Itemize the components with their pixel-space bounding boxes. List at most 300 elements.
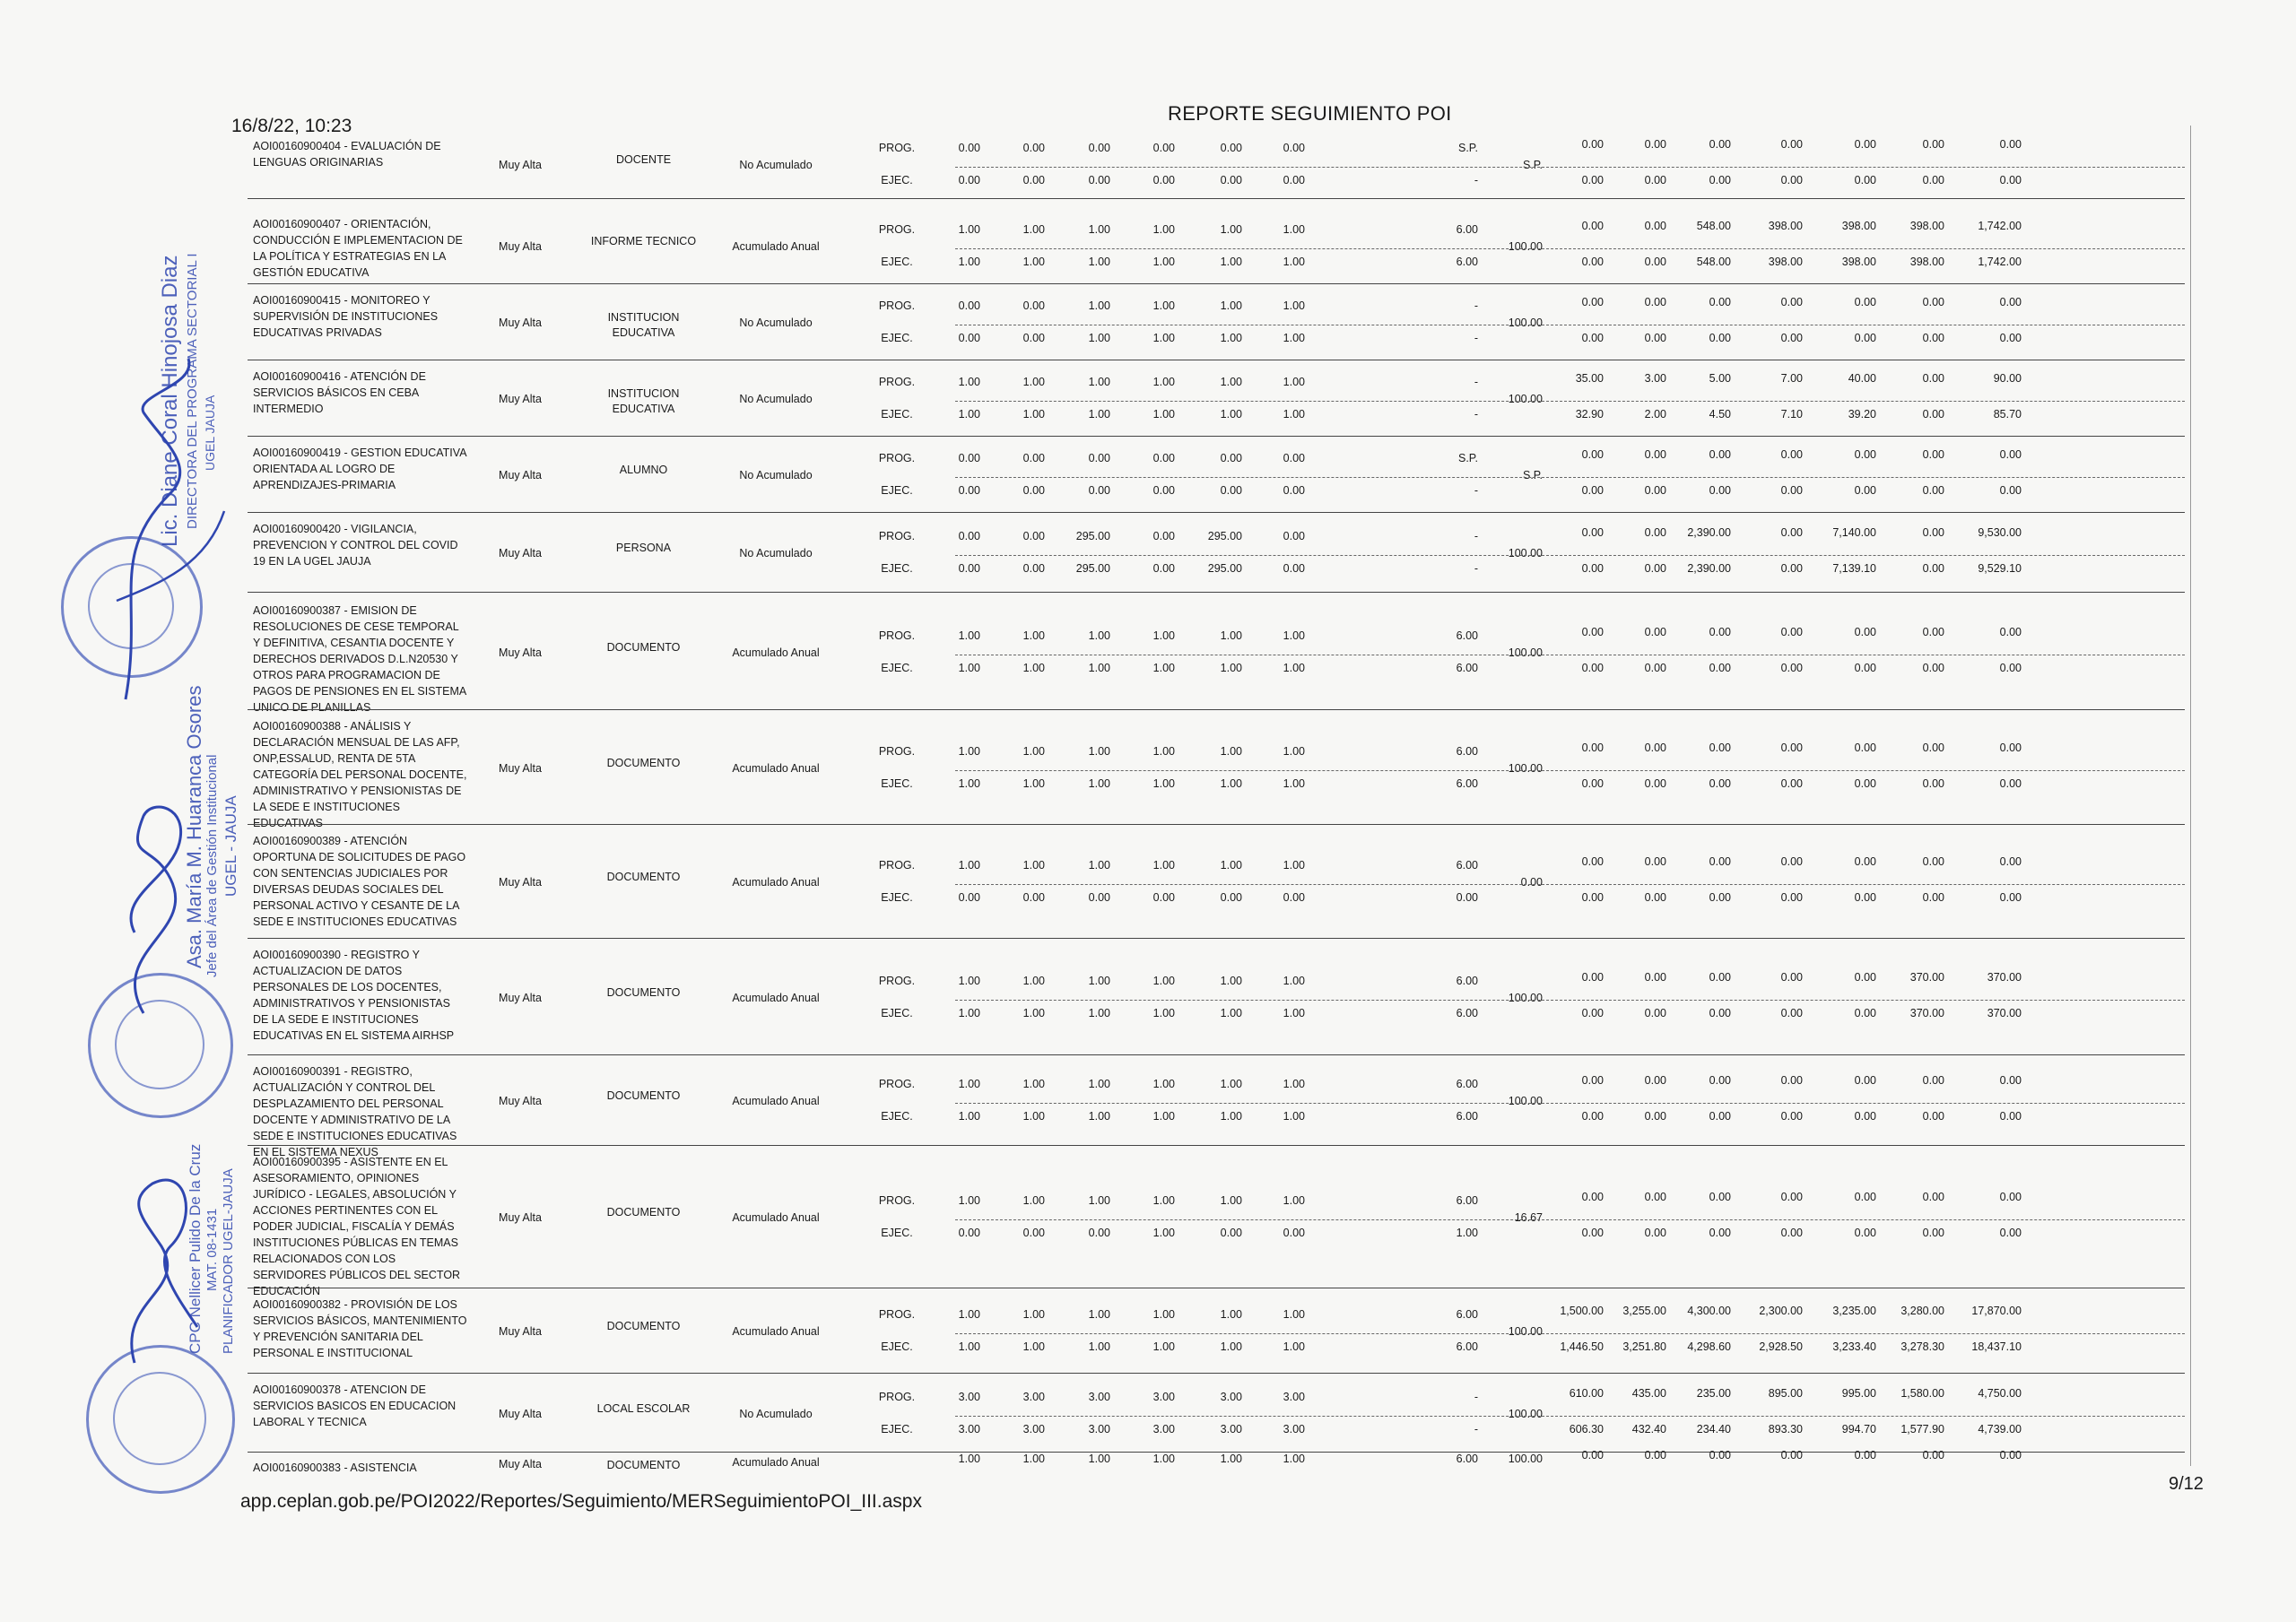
financial-ejec-value: 0.00 xyxy=(1854,891,1876,904)
financial-ejec-value: 0.00 xyxy=(1999,1110,2022,1123)
execution-percent: 100.00 xyxy=(1508,317,1543,329)
activity-name: AOI00160900383 - ASISTENCIA xyxy=(253,1462,417,1474)
measure-unit: DOCUMENTO xyxy=(606,986,681,999)
prog-label: PROG. xyxy=(878,299,916,312)
prog-value: 0.00 xyxy=(1022,530,1045,542)
prog-value: 0.00 xyxy=(1088,142,1110,154)
financial-ejec-value: 0.00 xyxy=(1854,777,1876,790)
financial-ejec-value: 0.00 xyxy=(1709,777,1731,790)
financial-prog-value: 0.00 xyxy=(1581,220,1604,232)
physical-total-ejec: 1.00 xyxy=(1456,1227,1478,1239)
ejec-value: 0.00 xyxy=(1022,1227,1045,1239)
row-divider-dashed xyxy=(955,248,2185,249)
financial-prog-value: 0.00 xyxy=(1709,626,1731,638)
financial-prog-value: 1,580.00 xyxy=(1900,1387,1944,1400)
financial-prog-value: 0.00 xyxy=(1922,1191,1944,1203)
financial-ejec-value: 0.00 xyxy=(1999,484,2022,497)
financial-ejec-value: 0.00 xyxy=(1999,777,2022,790)
prog-value: 0.00 xyxy=(1152,452,1175,464)
ejec-value: 0.00 xyxy=(958,1227,980,1239)
ejec-value: 0.00 xyxy=(1088,484,1110,497)
financial-ejec-value: 398.00 xyxy=(1909,256,1944,268)
priority: Muy Alta xyxy=(499,1458,542,1470)
financial-ejec-value: 3,233.40 xyxy=(1832,1340,1876,1353)
prog-value: 1.00 xyxy=(1152,1453,1175,1465)
table-row xyxy=(0,715,2296,829)
priority: Muy Alta xyxy=(499,469,542,481)
execution-percent: S.P. xyxy=(1522,469,1543,481)
prog-value: 1.00 xyxy=(1283,975,1305,987)
prog-value: 1.00 xyxy=(1283,859,1305,872)
prog-value: 1.00 xyxy=(1022,376,1045,388)
physical-total-prog: S.P. xyxy=(1457,452,1478,464)
physical-total-ejec: 6.00 xyxy=(1456,1007,1478,1019)
activity-name: AOI00160900419 - GESTION EDUCATIVA ORIENTADA AL LOGRO DE APRENDIZAJES-PRIMARIA xyxy=(253,447,466,491)
financial-ejec-value: 0.00 xyxy=(1922,1227,1944,1239)
financial-ejec-value: 370.00 xyxy=(1987,1007,2022,1019)
financial-prog-value: 4,750.00 xyxy=(1978,1387,2022,1400)
ejec-value: 1.00 xyxy=(1152,256,1175,268)
physical-total-ejec: - xyxy=(1474,174,1478,186)
stamp-seal-3-inner xyxy=(113,1372,206,1465)
priority: Muy Alta xyxy=(499,393,542,405)
row-divider-dashed xyxy=(955,167,2185,168)
accumulation-type: Acumulado Anual xyxy=(732,1211,820,1224)
ejec-value: 0.00 xyxy=(958,891,980,904)
financial-prog-value: 0.00 xyxy=(1709,448,1731,461)
prog-value: 1.00 xyxy=(1088,223,1110,236)
execution-percent: 100.00 xyxy=(1508,1408,1543,1420)
prog-value: 1.00 xyxy=(1088,859,1110,872)
prog-label: PROG. xyxy=(878,530,916,542)
financial-prog-value: 0.00 xyxy=(1644,1449,1666,1462)
ejec-value: 1.00 xyxy=(958,1340,980,1353)
measure-unit: INSTITUCION EDUCATIVA xyxy=(607,387,680,415)
ejec-label: EJEC. xyxy=(881,891,913,904)
financial-prog-value: 1,742.00 xyxy=(1978,220,2022,232)
report-title: REPORTE SEGUIMIENTO POI xyxy=(1168,102,1452,125)
activity-name: AOI00160900387 - EMISION DE RESOLUCIONES DE CESE TEMPORAL Y DEFINITIVA, CESANTIA DOCENTE Y DERECHOS DERIVADOS D.L.N20530 Y OTROS PARA PROGRAMACION DE PAGOS DE PENSIONES EN EL SISTEMA UNICO DE PLANILLAS xyxy=(253,604,466,714)
financial-ejec-value: 370.00 xyxy=(1909,1007,1944,1019)
ejec-value: 1.00 xyxy=(1088,1110,1110,1123)
prog-value: 1.00 xyxy=(1022,1453,1045,1465)
table-row xyxy=(0,365,2296,437)
financial-prog-value: 0.00 xyxy=(1854,742,1876,754)
ejec-value: 1.00 xyxy=(1283,1007,1305,1019)
financial-ejec-value: 0.00 xyxy=(1999,1227,2022,1239)
physical-total-prog: - xyxy=(1474,1391,1478,1403)
financial-prog-value: 0.00 xyxy=(1709,855,1731,868)
financial-prog-value: 0.00 xyxy=(1780,855,1803,868)
ejec-value: 1.00 xyxy=(1022,1007,1045,1019)
prog-value: 1.00 xyxy=(1088,1078,1110,1090)
prog-value: 1.00 xyxy=(958,1453,980,1465)
financial-ejec-value: 0.00 xyxy=(1709,1007,1731,1019)
row-separator xyxy=(248,512,2185,513)
row-separator xyxy=(248,1054,2185,1055)
prog-value: 0.00 xyxy=(1022,299,1045,312)
prog-label: PROG. xyxy=(878,745,916,758)
financial-prog-value: 0.00 xyxy=(1709,1191,1731,1203)
prog-value: 1.00 xyxy=(1283,1194,1305,1207)
financial-ejec-value: 0.00 xyxy=(1581,891,1604,904)
ejec-value: 1.00 xyxy=(1152,1007,1175,1019)
ejec-label: EJEC. xyxy=(881,256,913,268)
ejec-value: 1.00 xyxy=(1022,256,1045,268)
financial-ejec-value: 0.00 xyxy=(1644,662,1666,674)
financial-prog-value: 0.00 xyxy=(1581,742,1604,754)
financial-prog-value: 0.00 xyxy=(1854,1191,1876,1203)
table-row xyxy=(0,1378,2296,1453)
execution-percent: S.P. xyxy=(1522,159,1543,171)
ejec-value: 295.00 xyxy=(1075,562,1110,575)
financial-prog-value: 0.00 xyxy=(1644,448,1666,461)
physical-total-prog: S.P. xyxy=(1457,142,1478,154)
financial-ejec-value: 893.30 xyxy=(1768,1423,1803,1436)
physical-total-prog: - xyxy=(1474,530,1478,542)
signature-office-1: UGEL JAUJA xyxy=(203,395,217,471)
ejec-label: EJEC. xyxy=(881,1340,913,1353)
prog-value: 3.00 xyxy=(1088,1391,1110,1403)
measure-unit: DOCUMENTO xyxy=(606,1320,681,1332)
financial-ejec-value: 0.00 xyxy=(1780,174,1803,186)
financial-prog-value: 3,280.00 xyxy=(1900,1305,1944,1317)
financial-ejec-value: 0.00 xyxy=(1922,484,1944,497)
ejec-value: 0.00 xyxy=(1283,562,1305,575)
prog-value: 1.00 xyxy=(958,745,980,758)
prog-value: 1.00 xyxy=(1152,629,1175,642)
prog-value: 1.00 xyxy=(958,859,980,872)
ejec-value: 1.00 xyxy=(1088,408,1110,421)
ejec-value: 1.00 xyxy=(1220,1340,1242,1353)
financial-prog-value: 0.00 xyxy=(1854,855,1876,868)
accumulation-type: Acumulado Anual xyxy=(732,1095,820,1107)
priority: Muy Alta xyxy=(499,1408,542,1420)
physical-total-ejec: - xyxy=(1474,484,1478,497)
prog-label: PROG. xyxy=(878,1391,916,1403)
financial-prog-value: 0.00 xyxy=(1922,138,1944,151)
prog-value: 0.00 xyxy=(958,530,980,542)
financial-prog-value: 0.00 xyxy=(1922,1074,1944,1087)
financial-prog-value: 0.00 xyxy=(1581,448,1604,461)
physical-total-ejec: 6.00 xyxy=(1456,1340,1478,1353)
row-divider-dashed xyxy=(955,884,2185,885)
financial-ejec-value: 0.00 xyxy=(1581,1227,1604,1239)
ejec-value: 1.00 xyxy=(1088,1007,1110,1019)
activity-name: AOI00160900407 - ORIENTACIÓN, CONDUCCIÓN E IMPLEMENTACION DE LA POLÍTICA Y ESTRATEGIAS EN LA GESTIÓN EDUCATIVA xyxy=(253,218,463,279)
row-separator xyxy=(248,436,2185,437)
table-row xyxy=(0,943,2296,1055)
prog-value: 0.00 xyxy=(1022,142,1045,154)
ejec-value: 1.00 xyxy=(1022,777,1045,790)
financial-prog-value: 398.00 xyxy=(1909,220,1944,232)
activity-name: AOI00160900378 - ATENCION DE SERVICIOS BASICOS EN EDUCACION LABORAL Y TECNICA xyxy=(253,1383,457,1428)
financial-ejec-value: 0.00 xyxy=(1644,1007,1666,1019)
financial-ejec-value: 0.00 xyxy=(1644,1110,1666,1123)
physical-total-prog: 6.00 xyxy=(1456,223,1478,236)
prog-label: PROG. xyxy=(878,859,916,872)
ejec-label: EJEC. xyxy=(881,1423,913,1436)
financial-prog-value: 0.00 xyxy=(1709,1449,1731,1462)
prog-value: 3.00 xyxy=(1283,1391,1305,1403)
activity-name: AOI00160900415 - MONITOREO Y SUPERVISIÓN DE INSTITUCIONES EDUCATIVAS PRIVADAS xyxy=(253,294,439,339)
financial-ejec-value: 0.00 xyxy=(1922,408,1944,421)
table-row xyxy=(0,829,2296,939)
prog-value: 1.00 xyxy=(1283,745,1305,758)
ejec-label: EJEC. xyxy=(881,562,913,575)
prog-value: 1.00 xyxy=(1022,1078,1045,1090)
financial-prog-value: 0.00 xyxy=(1581,1074,1604,1087)
table-row xyxy=(0,441,2296,513)
financial-ejec-value: 4,739.00 xyxy=(1978,1423,2022,1436)
financial-ejec-value: 2.00 xyxy=(1644,408,1666,421)
table-row xyxy=(0,1060,2296,1158)
financial-ejec-value: 85.70 xyxy=(1993,408,2022,421)
financial-ejec-value: 0.00 xyxy=(1922,777,1944,790)
ejec-value: 0.00 xyxy=(1022,891,1045,904)
financial-prog-value: 0.00 xyxy=(1581,971,1604,984)
ejec-value: 0.00 xyxy=(1283,174,1305,186)
financial-ejec-value: 7.10 xyxy=(1780,408,1803,421)
prog-label: PROG. xyxy=(878,142,916,154)
ejec-value: 0.00 xyxy=(1152,891,1175,904)
financial-prog-value: 0.00 xyxy=(1644,296,1666,308)
prog-value: 1.00 xyxy=(1220,1453,1242,1465)
financial-prog-value: 995.00 xyxy=(1841,1387,1876,1400)
measure-unit: DOCUMENTO xyxy=(606,1206,681,1219)
row-divider-dashed xyxy=(955,770,2185,771)
activity-name: AOI00160900391 - REGISTRO, ACTUALIZACIÓN Y CONTROL DEL DESPLAZAMIENTO DEL PERSONAL DOCENTE Y ADMINISTRATIVO DE LA SEDE E INSTITUCIONES EDUCATIVAS EN EL SISTEMA NEXUS xyxy=(253,1065,457,1158)
priority: Muy Alta xyxy=(499,876,542,889)
ejec-value: 1.00 xyxy=(1220,662,1242,674)
ejec-value: 1.00 xyxy=(958,1007,980,1019)
financial-prog-value: 0.00 xyxy=(1644,220,1666,232)
financial-ejec-value: 0.00 xyxy=(1780,562,1803,575)
financial-prog-value: 548.00 xyxy=(1696,220,1731,232)
accumulation-type: No Acumulado xyxy=(739,547,813,559)
ejec-value: 1.00 xyxy=(1283,1110,1305,1123)
financial-prog-value: 0.00 xyxy=(1922,855,1944,868)
accumulation-type: No Acumulado xyxy=(739,317,813,329)
priority: Muy Alta xyxy=(499,992,542,1004)
financial-prog-value: 0.00 xyxy=(1581,855,1604,868)
prog-value: 1.00 xyxy=(1022,1194,1045,1207)
activity-name: AOI00160900388 - ANÁLISIS Y DECLARACIÓN MENSUAL DE LAS AFP, ONP,ESSALUD, RENTA DE 5TA CATEGORÍA DEL PERSONAL DOCENTE, ADMINISTRATIVO Y PENSIONISTAS DE LA SEDE E INSTITUCIONES EDUCATIVAS xyxy=(253,720,467,829)
ejec-value: 0.00 xyxy=(1152,174,1175,186)
activity-name: AOI00160900389 - ATENCIÓN OPORTUNA DE SOLICITUDES DE PAGO CON SENTENCIAS JUDICIALES POR DIVERSAS DEUDAS SOCIALES DEL PERSONAL ACTIVO Y CESANTE DE LA SEDE E INSTITUCIONES EDUCATIVAS xyxy=(253,835,466,928)
execution-percent: 100.00 xyxy=(1508,762,1543,775)
prog-value: 0.00 xyxy=(1220,452,1242,464)
financial-ejec-value: 0.00 xyxy=(1581,1110,1604,1123)
prog-value: 1.00 xyxy=(1022,1308,1045,1321)
financial-ejec-value: 0.00 xyxy=(1854,1227,1876,1239)
ejec-value: 1.00 xyxy=(1220,408,1242,421)
ejec-value: 0.00 xyxy=(958,484,980,497)
financial-ejec-value: 0.00 xyxy=(1999,332,2022,344)
financial-prog-value: 3,235.00 xyxy=(1832,1305,1876,1317)
financial-prog-value: 0.00 xyxy=(1780,971,1803,984)
ejec-value: 0.00 xyxy=(1022,174,1045,186)
ejec-value: 1.00 xyxy=(958,408,980,421)
physical-total-prog: 6.00 xyxy=(1456,745,1478,758)
financial-prog-value: 0.00 xyxy=(1644,971,1666,984)
prog-value: 1.00 xyxy=(1283,299,1305,312)
ejec-value: 3.00 xyxy=(1088,1423,1110,1436)
prog-value: 1.00 xyxy=(1152,745,1175,758)
table-row xyxy=(0,134,2296,199)
prog-value: 1.00 xyxy=(1283,223,1305,236)
financial-prog-value: 398.00 xyxy=(1841,220,1876,232)
row-separator xyxy=(248,1373,2185,1374)
prog-value: 3.00 xyxy=(1152,1391,1175,1403)
accumulation-type: No Acumulado xyxy=(739,159,813,171)
execution-percent: 16.67 xyxy=(1514,1211,1543,1224)
ejec-value: 0.00 xyxy=(1283,891,1305,904)
activity-name: AOI00160900390 - REGISTRO Y ACTUALIZACION DE DATOS PERSONALES DE LOS DOCENTES, ADMINISTRATIVOS Y PENSIONISTAS DE LA SEDE E INSTITUCIONES EDUCATIVAS EN EL SISTEMA AIRHSP xyxy=(253,949,455,1042)
financial-prog-value: 0.00 xyxy=(1709,138,1731,151)
financial-ejec-value: 4,298.60 xyxy=(1687,1340,1731,1353)
financial-ejec-value: 0.00 xyxy=(1644,332,1666,344)
financial-ejec-value: 3,278.30 xyxy=(1900,1340,1944,1353)
prog-value: 0.00 xyxy=(1220,142,1242,154)
financial-ejec-value: 398.00 xyxy=(1768,256,1803,268)
financial-ejec-value: 0.00 xyxy=(1644,174,1666,186)
physical-total-ejec: - xyxy=(1474,332,1478,344)
execution-percent: 100.00 xyxy=(1508,1095,1543,1107)
financial-prog-value: 0.00 xyxy=(1709,1074,1731,1087)
financial-prog-value: 0.00 xyxy=(1854,138,1876,151)
execution-percent: 100.00 xyxy=(1508,393,1543,405)
financial-ejec-value: 0.00 xyxy=(1780,332,1803,344)
financial-prog-value: 610.00 xyxy=(1569,1387,1604,1400)
prog-value: 1.00 xyxy=(958,1194,980,1207)
financial-ejec-value: 0.00 xyxy=(1780,1227,1803,1239)
financial-prog-value: 0.00 xyxy=(1999,626,2022,638)
prog-value: 0.00 xyxy=(958,452,980,464)
signature-role-3: PLANIFICADOR UGEL-JAUJA xyxy=(221,1168,236,1354)
financial-prog-value: 35.00 xyxy=(1575,372,1604,385)
prog-label: PROG. xyxy=(878,975,916,987)
financial-prog-value: 0.00 xyxy=(1854,448,1876,461)
physical-total-prog: - xyxy=(1474,299,1478,312)
row-separator xyxy=(248,938,2185,939)
financial-ejec-value: 398.00 xyxy=(1841,256,1876,268)
prog-value: 1.00 xyxy=(1220,975,1242,987)
prog-value: 1.00 xyxy=(1220,1194,1242,1207)
financial-ejec-value: 0.00 xyxy=(1581,562,1604,575)
ejec-value: 1.00 xyxy=(1152,408,1175,421)
financial-ejec-value: 0.00 xyxy=(1581,1007,1604,1019)
physical-total-prog: 6.00 xyxy=(1456,629,1478,642)
print-date: 16/8/22, 10:23 xyxy=(231,116,352,136)
ejec-value: 295.00 xyxy=(1207,562,1242,575)
ejec-value: 1.00 xyxy=(1088,662,1110,674)
financial-prog-value: 0.00 xyxy=(1709,971,1731,984)
financial-ejec-value: 0.00 xyxy=(1709,662,1731,674)
row-separator xyxy=(248,198,2185,199)
ejec-label: EJEC. xyxy=(881,332,913,344)
accumulation-type: Acumulado Anual xyxy=(732,762,820,775)
financial-ejec-value: 0.00 xyxy=(1709,484,1731,497)
execution-percent: 100.00 xyxy=(1508,1453,1543,1465)
financial-ejec-value: 0.00 xyxy=(1922,891,1944,904)
execution-percent: 100.00 xyxy=(1508,240,1543,253)
ejec-value: 0.00 xyxy=(1088,891,1110,904)
ejec-value: 1.00 xyxy=(1283,777,1305,790)
financial-prog-value: 0.00 xyxy=(1922,296,1944,308)
prog-value: 1.00 xyxy=(958,1308,980,1321)
financial-prog-value: 0.00 xyxy=(1999,138,2022,151)
accumulation-type: Acumulado Anual xyxy=(732,876,820,889)
financial-prog-value: 17,870.00 xyxy=(1971,1305,2022,1317)
financial-prog-value: 0.00 xyxy=(1644,626,1666,638)
ejec-value: 1.00 xyxy=(1283,332,1305,344)
financial-ejec-value: 0.00 xyxy=(1922,174,1944,186)
row-separator xyxy=(248,283,2185,284)
execution-percent: 100.00 xyxy=(1508,1325,1543,1338)
ejec-value: 1.00 xyxy=(1152,332,1175,344)
ejec-value: 0.00 xyxy=(1022,562,1045,575)
financial-prog-value: 0.00 xyxy=(1854,626,1876,638)
prog-value: 1.00 xyxy=(1088,1453,1110,1465)
financial-ejec-value: 0.00 xyxy=(1709,332,1731,344)
financial-prog-value: 0.00 xyxy=(1581,138,1604,151)
financial-ejec-value: 39.20 xyxy=(1848,408,1876,421)
ejec-value: 0.00 xyxy=(958,174,980,186)
prog-value: 1.00 xyxy=(1088,745,1110,758)
priority: Muy Alta xyxy=(499,159,542,171)
ejec-value: 1.00 xyxy=(1220,332,1242,344)
financial-ejec-value: 1,446.50 xyxy=(1560,1340,1604,1353)
financial-ejec-value: 1,577.90 xyxy=(1900,1423,1944,1436)
financial-ejec-value: 0.00 xyxy=(1854,1110,1876,1123)
financial-ejec-value: 2,928.50 xyxy=(1759,1340,1803,1353)
signature-name-2: Asa. María M. Huaranca Osores xyxy=(183,685,205,968)
financial-prog-value: 0.00 xyxy=(1780,296,1803,308)
row-separator xyxy=(248,592,2185,593)
ejec-value: 1.00 xyxy=(1152,777,1175,790)
prog-value: 3.00 xyxy=(1022,1391,1045,1403)
row-divider-dashed xyxy=(955,1000,2185,1001)
prog-label: PROG. xyxy=(878,1078,916,1090)
prog-value: 295.00 xyxy=(1075,530,1110,542)
ejec-value: 1.00 xyxy=(1022,408,1045,421)
financial-ejec-value: 0.00 xyxy=(1709,1110,1731,1123)
financial-ejec-value: 4.50 xyxy=(1709,408,1731,421)
priority: Muy Alta xyxy=(499,1325,542,1338)
prog-value: 1.00 xyxy=(1283,1078,1305,1090)
financial-ejec-value: 0.00 xyxy=(1780,484,1803,497)
prog-label: PROG. xyxy=(878,1308,916,1321)
financial-prog-value: 0.00 xyxy=(1999,1449,2022,1462)
financial-ejec-value: 0.00 xyxy=(1644,777,1666,790)
prog-value: 1.00 xyxy=(1283,1308,1305,1321)
ejec-label: EJEC. xyxy=(881,777,913,790)
prog-value: 1.00 xyxy=(1022,745,1045,758)
ejec-value: 1.00 xyxy=(1152,662,1175,674)
signature-name-3: CPC Nellicer Pulido De la Cruz xyxy=(187,1143,204,1354)
ejec-value: 1.00 xyxy=(958,662,980,674)
measure-unit: DOCUMENTO xyxy=(606,641,681,654)
prog-value: 1.00 xyxy=(1152,975,1175,987)
row-separator xyxy=(248,709,2185,710)
accumulation-type: No Acumulado xyxy=(739,469,813,481)
prog-value: 1.00 xyxy=(1220,376,1242,388)
financial-ejec-value: 0.00 xyxy=(1922,562,1944,575)
accumulation-type: Acumulado Anual xyxy=(732,1456,820,1469)
table-row xyxy=(0,517,2296,593)
prog-value: 1.00 xyxy=(1220,1078,1242,1090)
